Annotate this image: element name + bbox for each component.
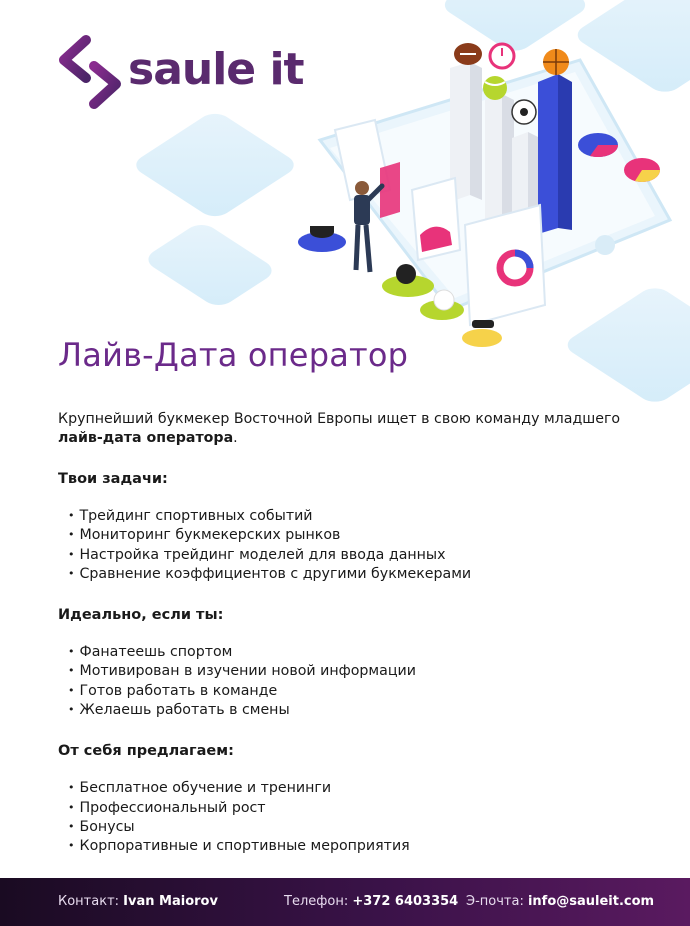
- footer-contact: [58, 894, 218, 909]
- list-item: • Корпоративные и спортивные мероприятия: [68, 837, 658, 856]
- contact-label: Контакт:: [58, 894, 120, 909]
- dumbbell-icon: [462, 320, 502, 347]
- section-title-offer: От себя предлагаем:: [58, 743, 234, 760]
- list-item: • Трейдинг спортивных событий: [68, 507, 658, 526]
- job-description: [58, 410, 658, 879]
- list-item: • Сравнение коэффициентов с другими букмекерами: [68, 565, 658, 584]
- phone-label: Телефон:: [284, 894, 349, 909]
- football-icon: [454, 43, 482, 65]
- stopwatch-icon: [490, 44, 514, 68]
- list-item: • Желаешь работать в смены: [68, 701, 658, 720]
- list-item: • Мониторинг букмекерских рынков: [68, 526, 658, 545]
- page-title: Лайв-Дата оператор: [58, 336, 409, 374]
- phone-number[interactable]: +372 6403354: [352, 894, 459, 909]
- footer-contact-bar: [0, 878, 690, 926]
- contact-name: Ivan Maiorov: [123, 894, 218, 909]
- intro-paragraph: [58, 410, 658, 448]
- footer-phone: [284, 894, 458, 909]
- intro-end: .: [233, 430, 238, 446]
- hero-illustration: [150, 20, 690, 360]
- list-item: • Фанатеешь спортом: [68, 643, 658, 662]
- logo-text: saule it: [128, 43, 304, 95]
- hockey-puck-icon: [298, 226, 346, 252]
- requirements-list: [68, 643, 658, 720]
- intro-bold: лайв-дата оператора: [58, 430, 234, 446]
- saule-logo-icon: [58, 32, 124, 112]
- list-item: • Бесплатное обучение и тренинги: [68, 779, 658, 798]
- soccer-ball-icon: [512, 100, 536, 124]
- list-item: • Профессиональный рост: [68, 799, 658, 818]
- tennis-ball-icon: [483, 76, 507, 100]
- email-label: Э-почта:: [466, 894, 524, 909]
- section-title-requirements: Идеально, если ты:: [58, 607, 224, 624]
- list-item: • Бонусы: [68, 818, 658, 837]
- footer-email: [466, 894, 654, 909]
- basketball-icon: [543, 49, 569, 75]
- offer-list: [68, 779, 658, 856]
- section-title-tasks: Твои задачи:: [58, 471, 168, 487]
- list-item: • Мотивирован в изучении новой информации: [68, 662, 658, 681]
- tasks-list: [68, 507, 658, 584]
- list-item: • Настройка трейдинг моделей для ввода данных: [68, 546, 658, 565]
- intro-text: Крупнейший букмекер Восточной Европы ищет в свою команду младшего: [58, 411, 621, 427]
- list-item: • Готов работать в команде: [68, 682, 658, 701]
- email-link[interactable]: info@sauleit.com: [527, 894, 655, 909]
